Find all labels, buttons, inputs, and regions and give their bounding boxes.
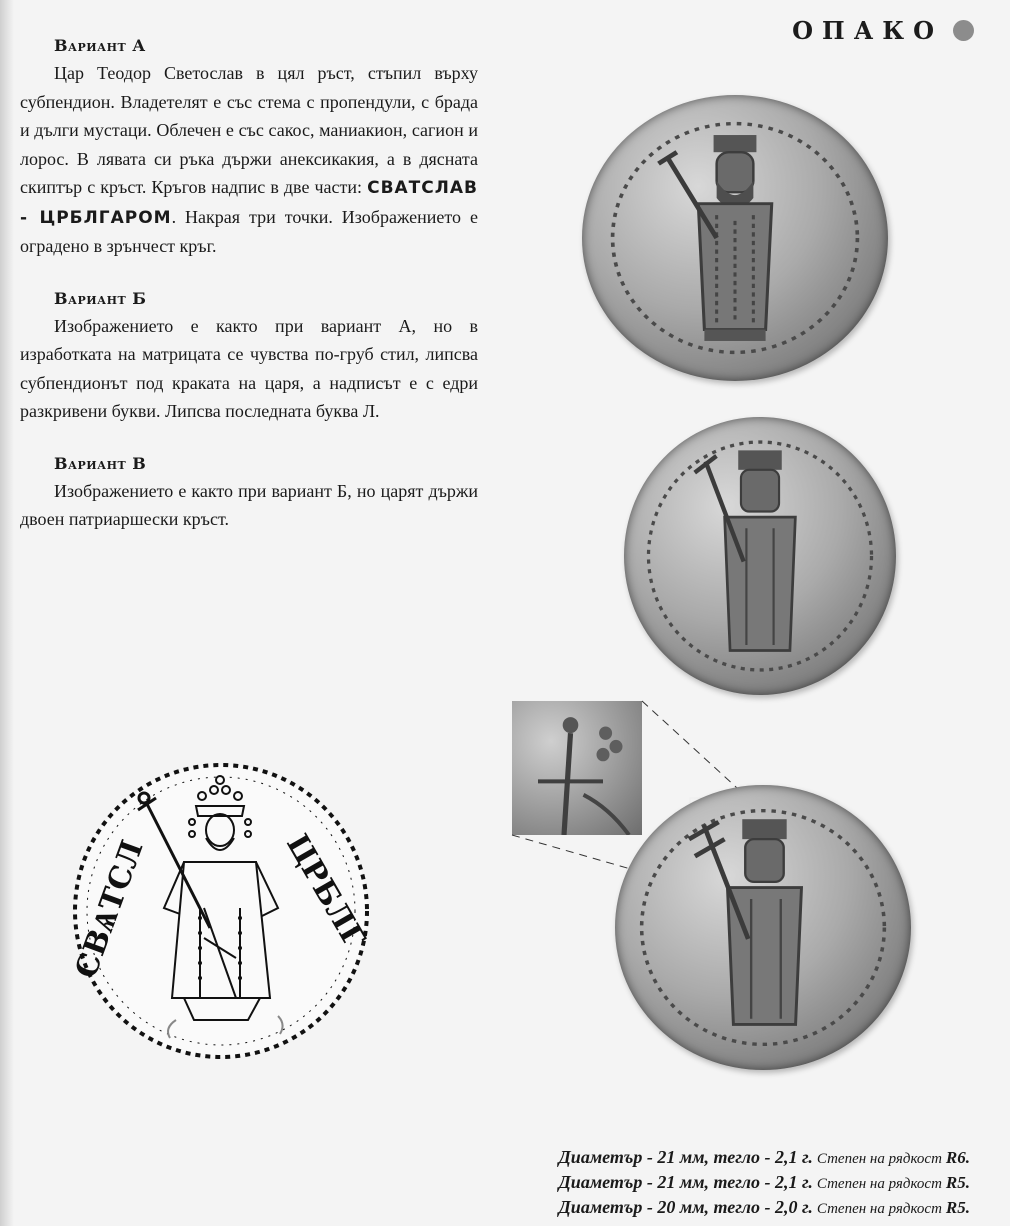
spec-2-grade: R5.: [945, 1173, 970, 1192]
gray-dot-icon: [953, 20, 974, 41]
spec-3-grade: R5.: [945, 1198, 970, 1217]
spec-line-2: [559, 1171, 970, 1196]
coin-photo-variant-c: [615, 785, 911, 1070]
spec-2-rarity-label: Степен на рядкост: [816, 1176, 942, 1192]
variants-text-column: [20, 36, 478, 562]
variant-a-text-after: . Накрая три точки. Изображението е оградено в зрънчест кръг.: [20, 206, 478, 256]
variant-a-description: [20, 59, 478, 261]
section-title: ОПАКО: [792, 16, 943, 45]
drawing-inscription-left: СВѦТСЛ: [68, 835, 151, 983]
page-edge-shadow: [0, 0, 14, 1226]
coin-line-drawing: [64, 758, 378, 1064]
coin-figure-icon: [624, 417, 896, 695]
variant-b-heading: Вариант Б: [54, 288, 147, 308]
variant-a: [20, 36, 478, 261]
coin-figure-icon: [615, 785, 911, 1070]
variant-a-heading: Вариант А: [54, 36, 146, 55]
spec-1-grade: R6.: [945, 1148, 970, 1167]
spec-1-rarity-label: Степен на рядкост: [816, 1151, 942, 1167]
coin-specifications: [559, 1146, 970, 1221]
section-header: [792, 16, 974, 45]
variant-c-description: Изображението е както при вариант Б, но царят държи двоен патриаршески кръст.: [20, 480, 478, 529]
spec-line-3: [559, 1196, 970, 1221]
variant-a-inscription: СВАТСЛАВ - ЦРБЛГАРОМ: [20, 178, 478, 228]
spec-2-main: Диаметър - 21 мм, тегло - 2,1 г.: [558, 1172, 813, 1192]
spec-1-main: Диаметър - 21 мм, тегло - 2,1 г.: [558, 1147, 813, 1167]
spec-3-main: Диаметър - 20 мм, тегло - 2,0 г.: [558, 1197, 813, 1217]
coin-photo-variant-a: [582, 95, 888, 381]
drawing-inscription-right: ЦРБЛГ: [279, 828, 372, 954]
coin-figure-icon: [582, 95, 888, 381]
coin-photo-variant-b: [624, 417, 896, 695]
spec-3-rarity-label: Степен на рядкост: [816, 1201, 942, 1217]
variant-c: [20, 454, 478, 534]
variant-a-text-before: Цар Теодор Светослав в цял ръст, стъпил върху субпендион. Владетелят е със стема с пропендули, с брада и дълги мустаци. Облечен е със сакос, маниакион, сагион и лорос. В лявата си ръка държи анексикакия, а в дясната скиптър с кръст. Кръгов надпис в две части:: [20, 63, 478, 197]
variant-b-description: Изображението е както при вариант А, но в изработката на матрицата се чувства по-груб стил, липсва субпендионът под краката на царя, а надписът е с едри разкривени букви. Липсва последната буква Л.: [20, 315, 478, 421]
variant-b: [20, 289, 478, 426]
variant-c-heading: Вариант В: [54, 453, 147, 473]
spec-line-1: [559, 1146, 970, 1171]
